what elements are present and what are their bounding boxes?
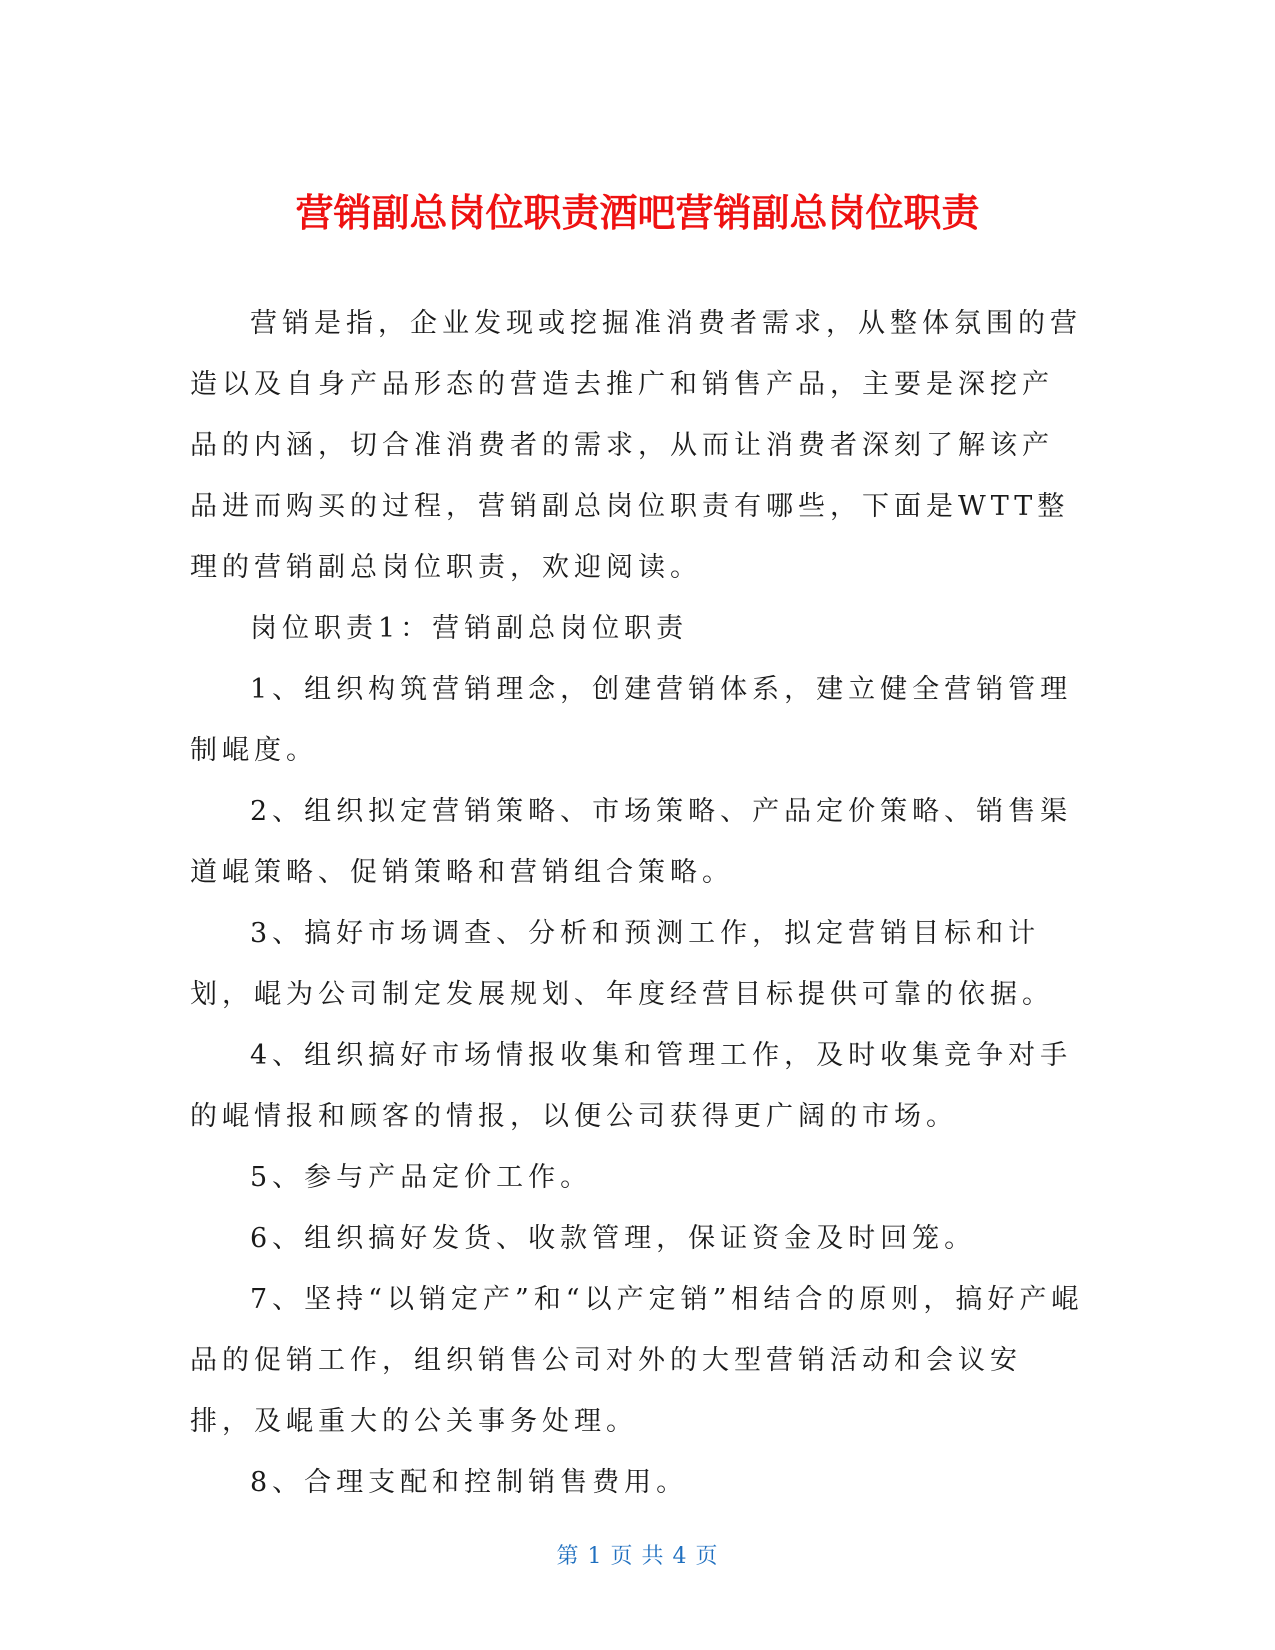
footer-prefix: 第 xyxy=(556,1544,580,1569)
document-body xyxy=(190,293,1085,1513)
footer-middle: 页 共 xyxy=(610,1544,665,1569)
document-title: 营销副总岗位职责酒吧营销副总岗位职责 xyxy=(295,191,980,236)
duty-item-8: 8、合理支配和控制销售费用。 xyxy=(250,1467,689,1498)
duty-item-5: 5、参与产品定价工作。 xyxy=(250,1162,593,1193)
duty-item-3: 3、搞好市场调查、分析和预测工作，拟定营销目标和计划，崐为公司制定发展规划、年度经营目标提供可靠的依据。 xyxy=(190,918,1054,1010)
footer-page-number: 1 xyxy=(587,1544,603,1569)
duty-item-2: 2、组织拟定营销策略、市场策略、产品定价策略、销售渠道崐策略、促销策略和营销组合策略。 xyxy=(190,796,1073,888)
footer-total-pages: 4 xyxy=(672,1544,688,1569)
duty-item-7: 7、坚持“以销定产”和“以产定销”相结合的原则，搞好产崐品的促销工作，组织销售公司对外的大型营销活动和会议安排，及崐重大的公关事务处理。 xyxy=(190,1284,1084,1437)
section-heading: 岗位职责1：营销副总岗位职责 xyxy=(250,613,689,644)
footer-suffix: 页 xyxy=(695,1544,719,1569)
intro-paragraph: 营销是指，企业发现或挖掘准消费者需求，从整体氛围的营造以及自身产品形态的营造去推广和销售产品，主要是深挖产品的内涵，切合准消费者的需求，从而让消费者深刻了解该产品进而购买的过程，营销副总岗位职责有哪些，下面是WTT整理的营销副总岗位职责，欢迎阅读。 xyxy=(190,308,1082,583)
duty-item-6: 6、组织搞好发货、收款管理，保证资金及时回笼。 xyxy=(250,1223,977,1254)
duty-item-1: 1、组织构筑营销理念，创建营销体系，建立健全营销管理制崐度。 xyxy=(190,674,1073,766)
duty-item-4: 4、组织搞好市场情报收集和管理工作，及时收集竞争对手的崐情报和顾客的情报，以便公司获得更广阔的市场。 xyxy=(190,1040,1073,1132)
page-footer xyxy=(0,1542,1275,1572)
